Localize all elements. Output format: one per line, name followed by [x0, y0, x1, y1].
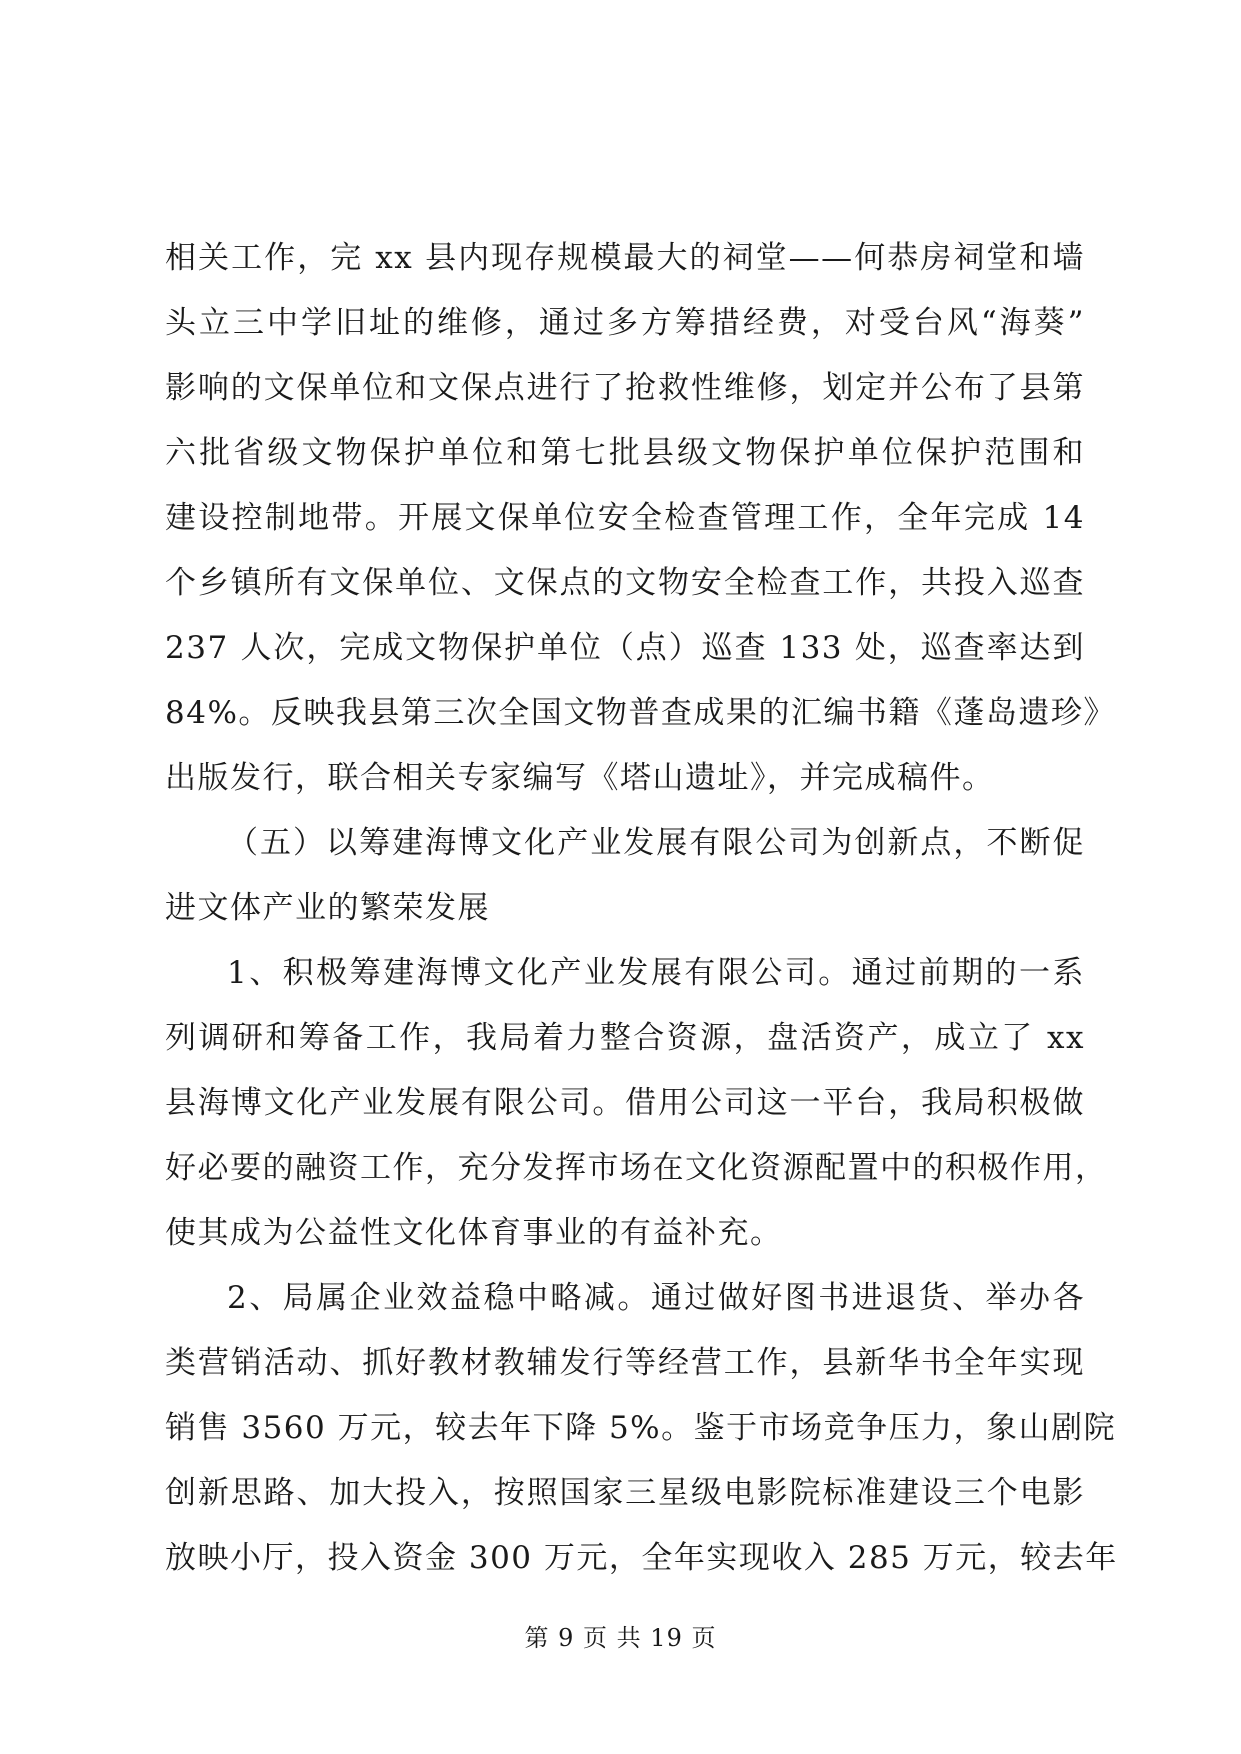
- section-heading-line: （五）以筹建海博文化产业发展有限公司为创新点，不断促: [227, 825, 1085, 861]
- text-line: 影响的文保单位和文保点进行了抢救性维修，划定并公布了县第: [165, 370, 1085, 406]
- text-line: 建设控制地带。开展文保单位安全检查管理工作，全年完成 14: [165, 500, 1085, 536]
- text-line: 使其成为公益性文化体育事业的有益补充。: [165, 1215, 783, 1251]
- text-line: 个乡镇所有文保单位、文保点的文物安全检查工作，共投入巡查: [165, 565, 1085, 601]
- text-line: 销售 3560 万元，较去年下降 5%。鉴于市场竞争压力，象山剧院: [165, 1410, 1117, 1446]
- text-line: 头立三中学旧址的维修，通过多方筹措经费，对受台风“海葵”: [165, 305, 1085, 341]
- text-line: 1、积极筹建海博文化产业发展有限公司。通过前期的一系: [227, 955, 1085, 991]
- text-line: 出版发行，联合相关专家编写《塔山遗址》，并完成稿件。: [165, 760, 995, 796]
- text-line: 2、局属企业效益稳中略减。通过做好图书进退货、举办各: [227, 1280, 1085, 1316]
- text-line: 84%。反映我县第三次全国文物普查成果的汇编书籍《蓬岛遗珍》: [165, 695, 1116, 731]
- text-line: 县海博文化产业发展有限公司。借用公司这一平台，我局积极做: [165, 1085, 1085, 1121]
- section-heading-line: 进文体产业的繁荣发展: [165, 890, 490, 926]
- text-line: 类营销活动、抓好教材教辅发行等经营工作，县新华书全年实现: [165, 1345, 1085, 1381]
- page-number-footer: 第 9 页 共 19 页: [524, 1624, 717, 1652]
- document-body: [165, 226, 1118, 1591]
- text-line: 相关工作，完 xx 县内现存规模最大的祠堂——何恭房祠堂和墙: [165, 240, 1085, 276]
- text-line: 列调研和筹备工作，我局着力整合资源，盘活资产，成立了 xx: [165, 1020, 1085, 1056]
- text-line: 好必要的融资工作，充分发挥市场在文化资源配置中的积极作用，: [165, 1150, 1108, 1186]
- text-line: 放映小厅，投入资金 300 万元，全年实现收入 285 万元，较去年: [165, 1540, 1118, 1576]
- text-line: 创新思路、加大投入，按照国家三星级电影院标准建设三个电影: [165, 1475, 1085, 1511]
- text-line: 237 人次，完成文物保护单位（点）巡查 133 处，巡查率达到: [165, 630, 1085, 666]
- text-line: 六批省级文物保护单位和第七批县级文物保护单位保护范围和: [165, 435, 1085, 471]
